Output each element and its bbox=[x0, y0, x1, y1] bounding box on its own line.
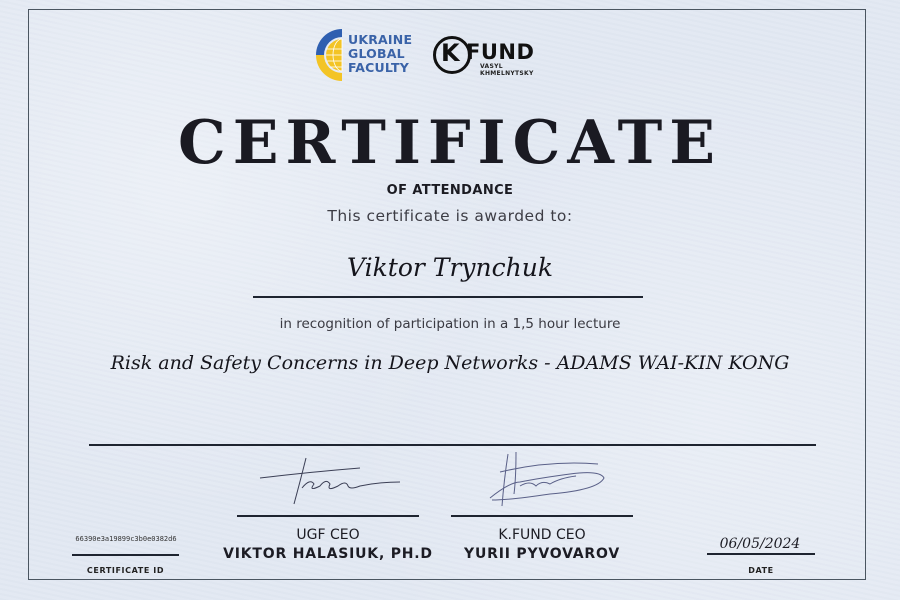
certificate-id-line bbox=[72, 554, 179, 556]
ugf-line-3: FACULTY bbox=[348, 60, 409, 75]
recipient-underline bbox=[253, 296, 643, 298]
recognition-text: in recognition of participation in a 1,5 hour lecture bbox=[279, 316, 621, 332]
signatory-role-1: UGF CEO bbox=[296, 527, 360, 543]
date-value: 06/05/2024 bbox=[719, 536, 801, 552]
kfund-sub-line-1: VASYL bbox=[480, 63, 503, 70]
kfund-word: FUND bbox=[466, 40, 535, 64]
kfund-letter: K bbox=[441, 39, 460, 67]
lecture-title: Risk and Safety Concerns in Deep Networks - ADAMS WAI-KIN KONG bbox=[110, 352, 790, 374]
ugf-logo-text bbox=[348, 33, 412, 75]
certificate-id-label: CERTIFICATE ID bbox=[86, 566, 165, 575]
signature-kfund-ceo-icon bbox=[480, 450, 610, 510]
section-divider bbox=[89, 444, 816, 446]
signatory-role-2: K.FUND CEO bbox=[498, 527, 586, 543]
certificate-title: CERTIFICATE bbox=[177, 108, 723, 178]
certificate-border bbox=[28, 9, 866, 580]
date-line bbox=[707, 553, 815, 555]
kfund-logo bbox=[433, 35, 563, 79]
kfund-sub-line-2: KHMELNYTSKY bbox=[480, 70, 534, 77]
signatory-name-1: VIKTOR HALASIUK, PH.D bbox=[223, 546, 433, 562]
kfund-subtitle bbox=[480, 63, 534, 77]
certificate-id-value: 66390e3a19899c3b0e0382d6 bbox=[75, 535, 177, 543]
ugf-line-2: GLOBAL bbox=[348, 46, 405, 61]
recipient-name: Viktor Trynchuk bbox=[347, 253, 553, 282]
signature-line-ugf bbox=[237, 515, 419, 517]
awarded-text: This certificate is awarded to: bbox=[327, 207, 573, 225]
ugf-logo bbox=[314, 27, 414, 83]
signature-line-kfund bbox=[451, 515, 633, 517]
date-label: DATE bbox=[748, 566, 774, 575]
ugf-line-1: UKRAINE bbox=[348, 32, 413, 47]
signatory-name-2: YURII PYVOVAROV bbox=[464, 546, 620, 562]
globe-icon bbox=[314, 27, 344, 83]
certificate-subtitle: OF ATTENDANCE bbox=[386, 183, 514, 198]
signature-ugf-ceo-icon bbox=[250, 452, 400, 512]
